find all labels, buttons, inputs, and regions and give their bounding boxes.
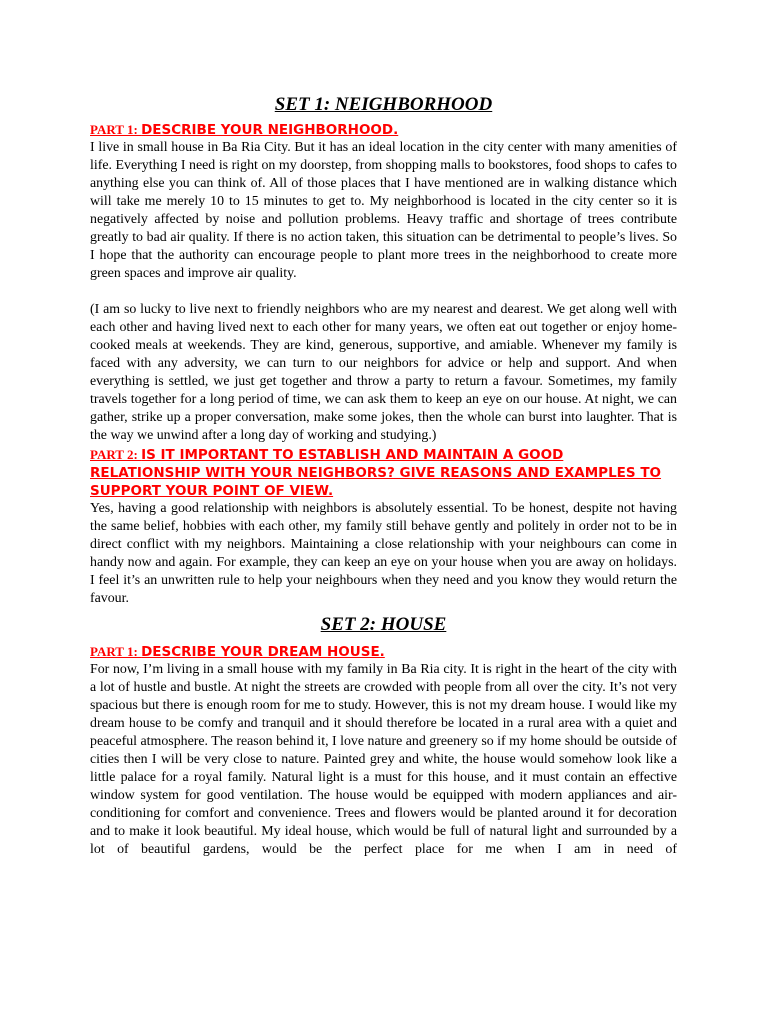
set1-part2-heading <box>90 446 677 500</box>
set2-part1-heading <box>90 643 677 661</box>
set2-part1-heading-text: DESCRIBE YOUR DREAM HOUSE. <box>141 644 385 660</box>
set1-part2-paragraph: Yes, having a good relationship with neighbors is absolutely essential. To be honest, despite not having the same belief, hobbies with each other, my family still behave gently and politely in order not to be in direct conflict with my neighbors. Maintaining a close relationship with your neighbours can come in handy now and again. For example, they can keep an eye on your house when you are away on holidays. I feel it’s an unwritten rule to help your neighbours when they need and you know they would return the favour. <box>90 501 677 606</box>
set1-part1-heading-text: DESCRIBE YOUR NEIGHBORHOOD. <box>141 122 399 138</box>
set1-part1-paragraph2: (I am so lucky to live next to friendly neighbors who are my nearest and dearest. We get along well with each other and having lived next to each other for many years, we often eat out together or enjoy home-cooked meals at weekends. They are kind, generous, supportive, and amiable. Whenever my family is faced with any adversity, we can turn to our neighbors for advice or help and support. And when everything is settled, we just get together and throw a party to return a favour. Sometimes, my family travels together for a long period of time, we can ask them to keep an eye on our house. At night, we can gather, strike up a proper conversation, make some jokes, then the whole can burst into laughter. That is the way we unwind after a long day of working and studying.) <box>90 302 677 443</box>
set2-title: SET 2: HOUSE <box>320 614 447 635</box>
set1-part1-heading <box>90 121 677 139</box>
set1-part2-heading-text-a: IS IT IMPORTANT TO ESTABLISH AND MAINTAIN A GOOD RELATIONSHIP WITH YOUR NEIGHBORS? GIVE REASONS AND EXAMPLES TO <box>90 447 662 481</box>
paragraph-gap <box>90 283 677 301</box>
set1-part2-prefix: PART 2: <box>90 447 142 462</box>
set2-part1-paragraph: For now, I’m living in a small house with my family in Ba Ria city. It is right in the heart of the city with a lot of hustle and bustle. At night the streets are crowded with people from all over the city. It’s not very spacious but there is enough room for me to study. However, this is not my dream house. I would like my dream house to be comfy and tranquil and it should therefore be located in a rural area with a quiet and peaceful atmosphere. The reason behind it, I love nature and greenery so if my home should be outside of cities then I will be very close to nature. Painted grey and white, the house would somehow look like a little palace for a royal family. Natural light is a must for this house, and it must contain an effective window system for good ventilation. The house would be equipped with modern appliances and air-conditioning for comfort and convenience. Trees and flowers would be planted around it for decoration and to make it look beautiful. My ideal house, which would be full of natural light and surrounded by a lot of beautiful gardens, would be the perfect place for me when I am in need of <box>90 662 677 857</box>
set2-part1-prefix: PART 1: <box>90 644 142 659</box>
document-content <box>90 92 677 859</box>
set1-part2-heading-text-b: SUPPORT YOUR POINT OF VIEW. <box>90 483 334 499</box>
set1-part1-prefix: PART 1: <box>90 122 142 137</box>
set1-title: SET 1: NEIGHBORHOOD <box>274 94 493 115</box>
set1-part1-paragraph1: I live in small house in Ba Ria City. But it has an ideal location in the city center with many amenities of life. Everything I need is right on my doorstep, from shopping malls to bookstores, food shops to cafes to anything else you can think of. All of those places that I have mentioned are in walking distance which will take me merely 10 to 15 minutes to get to. My neighborhood is located in the city center so it is negatively affected by noise and pollution problems. Heavy traffic and shortage of trees contribute greatly to bad air quality. If there is no action taken, this situation can be detrimental to people’s lives. So I hope that the authority can encourage people to plant more trees in the neighborhood to create more green spaces and improve air quality. <box>90 140 677 281</box>
